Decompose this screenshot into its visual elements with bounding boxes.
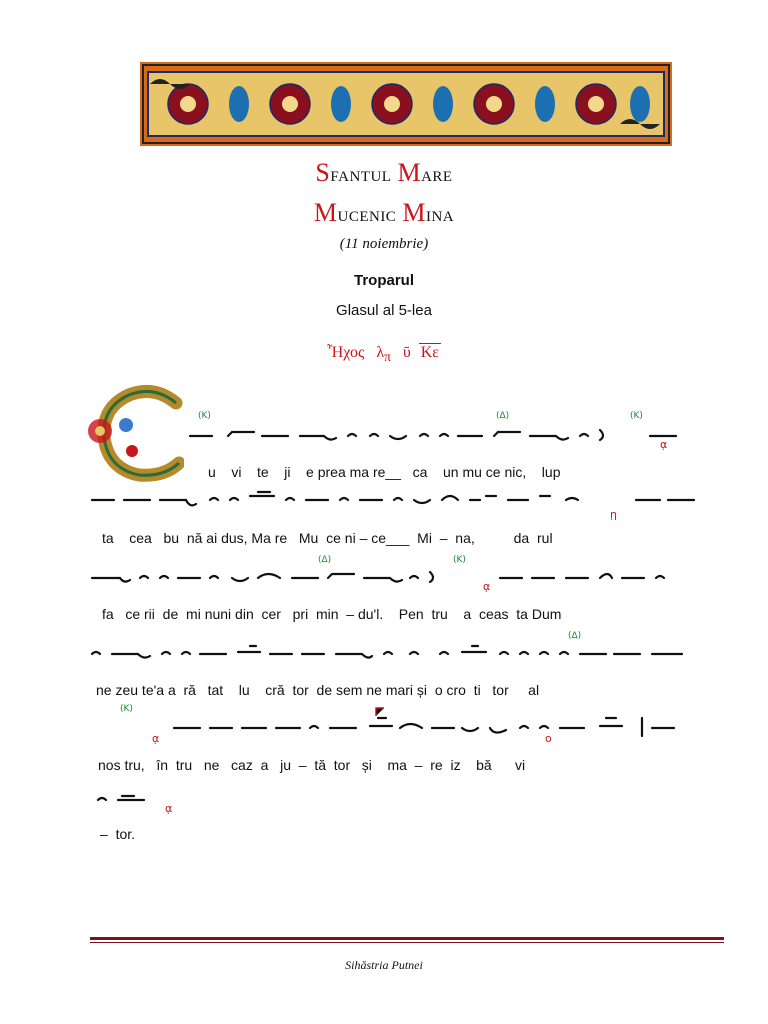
footer-divider [90, 937, 724, 940]
martyria-sign: (Δ) [496, 411, 510, 421]
lyric-line: ta cea bu nă ai dus, Ma re Mu ce ni – ce___ Mi – na, da rul [102, 530, 553, 546]
lyric-line: fa ce rii de mi nuni din cer pri min – du'l. Pen tru a ceas ta Dum [102, 606, 562, 622]
martyria-sign: (Κ) [630, 411, 643, 421]
svg-text:ῃ: ῃ [610, 508, 617, 521]
page-title-line2: Mucenic Mina [313, 198, 455, 227]
lyric-line: nos tru, în tru ne caz a ju – tă tor și ma – re iz bă vi [98, 757, 526, 773]
martyria-sign: (Δ) [568, 631, 582, 641]
troparul-heading: Troparul [353, 272, 414, 289]
lyric-line: ne zeu te'a a ră tat lu cră tor de sem ne mari și o cro ti tor al [96, 682, 540, 698]
page-title-line1: Sfantul Mare [315, 158, 453, 187]
tone-label: Glasul al 5-lea [336, 302, 432, 319]
martyria-sign: (Κ) [120, 704, 133, 714]
feast-date: (11 noiembrie) [339, 236, 429, 252]
lyric-line: – tor. [100, 826, 136, 842]
martyria-sign: (Δ) [318, 555, 332, 565]
lyric-line: u vi te ji e prea ma re__ ca un mu ce nic, lup [208, 464, 561, 480]
footer-divider-thin [90, 942, 724, 943]
svg-text:ᾳ: ᾳ [152, 732, 160, 745]
martyria-sign: (Κ) [453, 555, 466, 565]
svg-text:ᾳ: ᾳ [483, 580, 491, 593]
echos-signature: Ἦχος $\lambda_\pi$ ῡ Κε [326, 344, 440, 365]
svg-text:ο: ο [545, 732, 552, 745]
footer-text: Sihăstria Putnei [345, 958, 423, 972]
svg-text:ᾳ: ᾳ [660, 438, 668, 451]
svg-text:ᾳ: ᾳ [165, 802, 173, 815]
martyria-sign: (Κ) [198, 411, 211, 421]
